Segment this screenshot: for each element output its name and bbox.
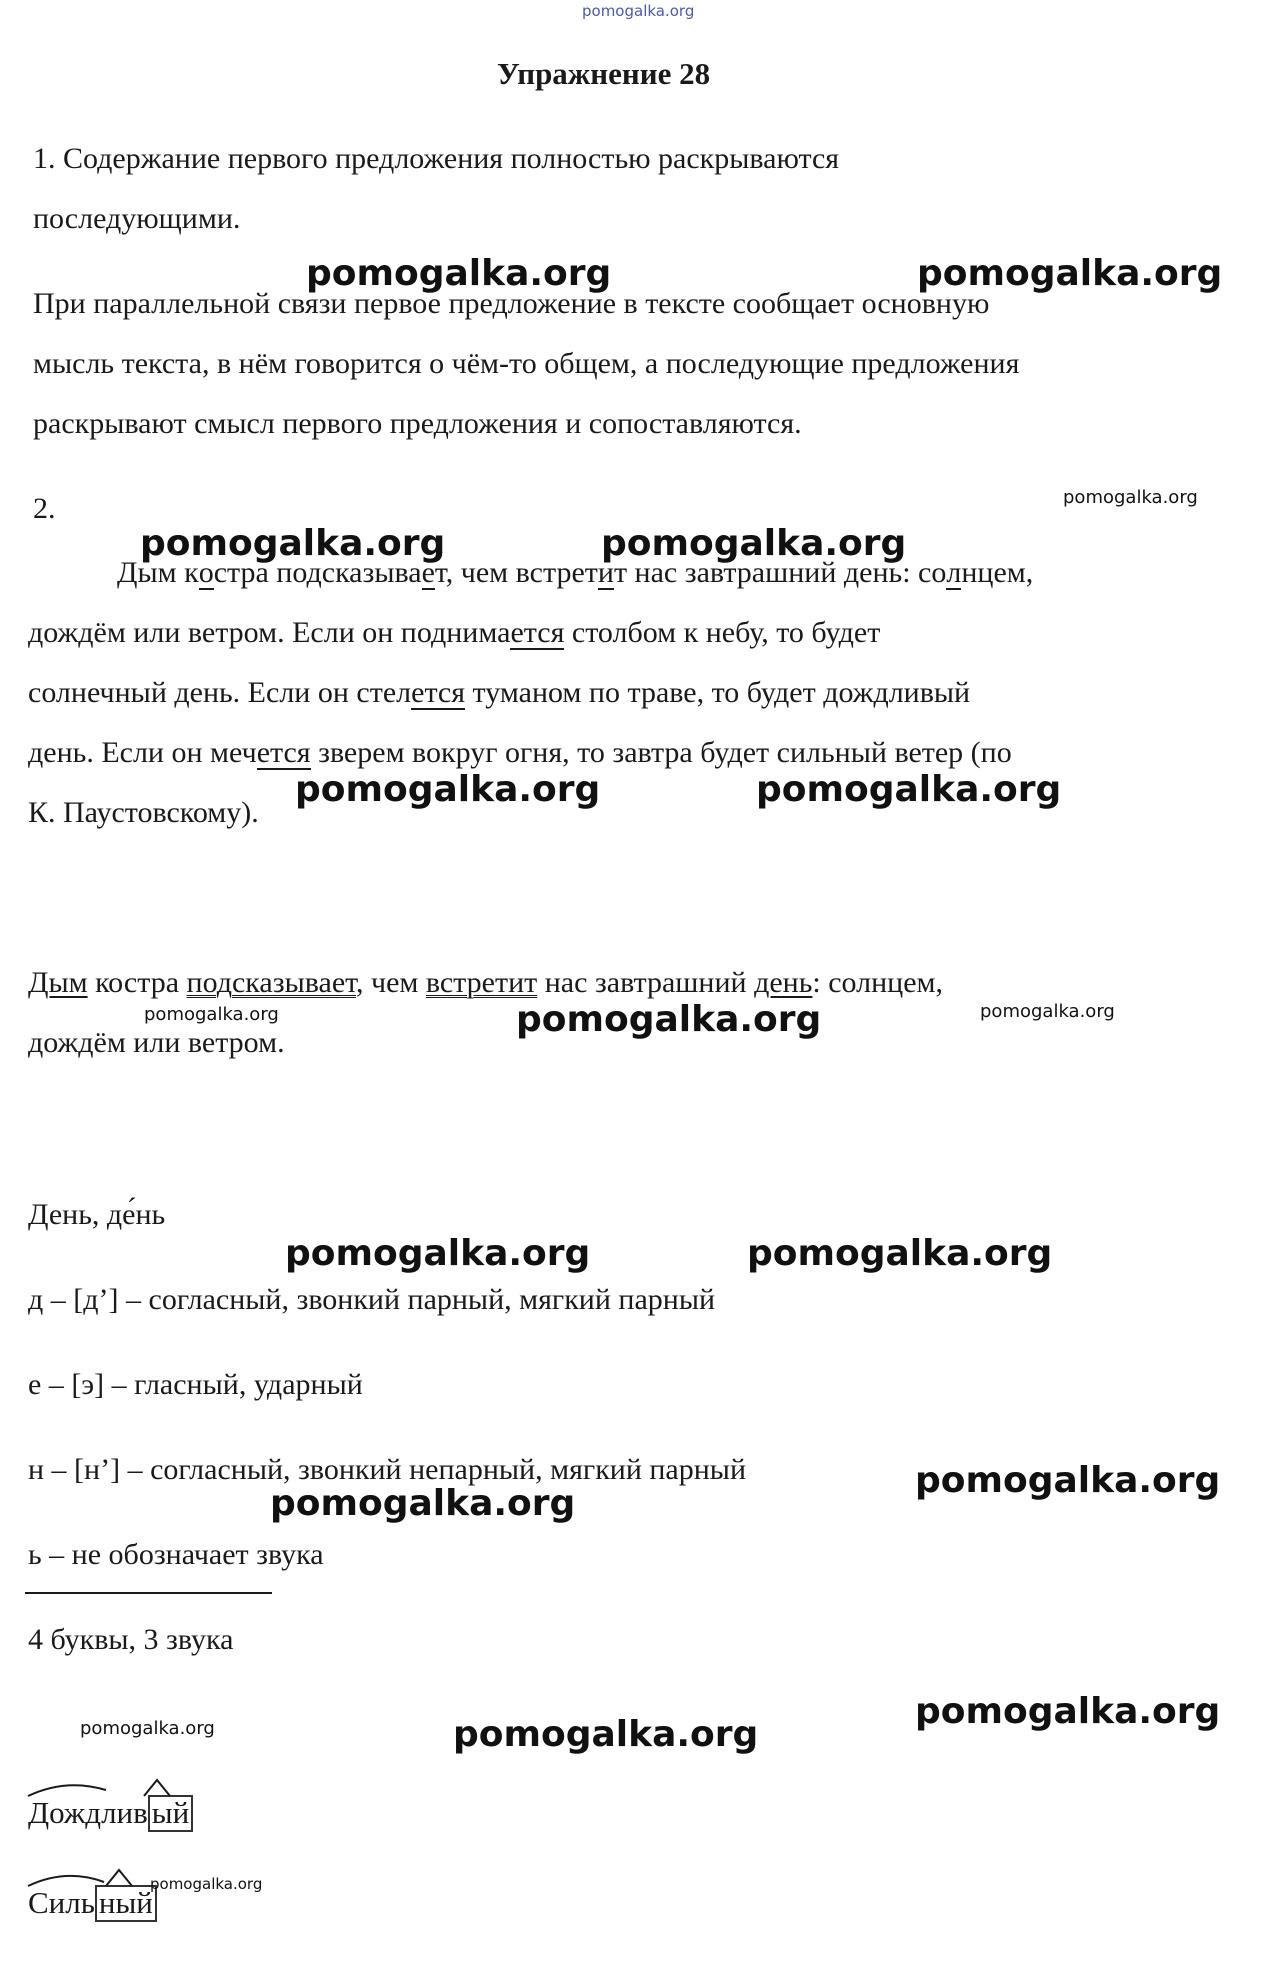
text-line-1 (117, 558, 1033, 590)
text-line-5: К. Паустовскому). (28, 796, 259, 829)
orthogram-mark: и (597, 556, 614, 589)
watermark: pomogalka.org (915, 1460, 1221, 1501)
watermark-small: pomogalka.org (150, 1875, 263, 1893)
text-fragment: т, чем встрет (434, 556, 598, 589)
part1-line1: 1. Содержание первого предложения полностью раскрываются (33, 142, 840, 175)
phonetic-d: д – [д’] – согласный, звонкий парный, мягкий парный (28, 1283, 716, 1316)
morpheme-marks-1 (26, 1772, 206, 1802)
phonetic-count: 4 буквы, 3 звука (28, 1623, 234, 1656)
text-line-3 (28, 678, 970, 710)
orthogram-mark: ется (256, 736, 311, 769)
phonetic-e: е – [э] – гласный, ударный (28, 1368, 363, 1401)
watermark-small: pomogalka.org (980, 1001, 1115, 1022)
watermark: pomogalka.org (915, 1691, 1221, 1732)
text-fragment: столбом к небу, то будет (564, 616, 881, 649)
text-line-4 (28, 738, 1012, 770)
suffix-mark (106, 1870, 132, 1886)
watermark: pomogalka.org (516, 999, 822, 1040)
orthogram-mark: о (198, 556, 214, 589)
watermark: pomogalka.org (756, 769, 1062, 810)
text-fragment: дождём или ветром. Если он поднима (28, 616, 511, 649)
subject-word: день (754, 966, 813, 999)
suffix-mark (144, 1780, 170, 1796)
text-fragment: , чем (355, 966, 426, 999)
root-arc (28, 1785, 106, 1796)
watermark: pomogalka.org (601, 523, 907, 564)
part1-line2: последующими. (33, 202, 241, 235)
phonetic-n: н – [н’] – согласный, звонкий непарный, мягкий парный (28, 1453, 747, 1486)
text-fragment: Дым к (117, 556, 199, 589)
watermark: pomogalka.org (270, 1483, 576, 1524)
text-line-2 (28, 618, 880, 650)
phonetic-word: День, де́нь (28, 1198, 166, 1231)
watermark: pomogalka.org (295, 769, 601, 810)
watermark: pomogalka.org (453, 1714, 759, 1755)
text-fragment: нас завтрашний (537, 966, 755, 999)
analysis-line-2: дождём или ветром. (28, 1026, 285, 1059)
word-ending: ный (95, 1885, 157, 1922)
part1-para-line1: При параллельной связи первое предложение в тексте сообщает основную (33, 287, 990, 320)
text-fragment: т нас завтрашний день: со (613, 556, 947, 589)
orthogram-mark: л (946, 556, 962, 589)
text-fragment: зверем вокруг огня, то завтра будет сильный ветер (по (310, 736, 1012, 769)
text-fragment: туманом по траве, то будет дождливый (465, 676, 971, 709)
phonetic-soft-sign: ь – не обозначает звука (28, 1538, 324, 1571)
text-fragment: нцем, (961, 556, 1034, 589)
predicate-word: встретит (425, 966, 538, 999)
root-arc (28, 1876, 104, 1886)
text-fragment: солнечный день. Если он стел (28, 676, 412, 709)
word-ending: ый (148, 1795, 193, 1832)
part1-para-line3: раскрывают смысл первого предложения и сопоставляются. (33, 407, 802, 440)
divider (25, 1592, 272, 1594)
part1-para-line2: мысль текста, в нём говорится о чём-то общем, а последующие предложения (33, 347, 1020, 380)
orthogram-mark: ется (411, 676, 466, 709)
word-suffix: ив (116, 1795, 148, 1830)
watermark: pomogalka.org (306, 253, 612, 294)
text-fragment: костра (87, 966, 187, 999)
predicate-word: подсказывает (186, 966, 356, 999)
subject-word: Дым (28, 966, 88, 999)
watermark-small: pomogalka.org (1063, 487, 1198, 508)
page-title: Упражнение 28 (497, 56, 711, 91)
watermark-small: pomogalka.org (144, 1004, 279, 1025)
word-root: Силь (28, 1885, 95, 1920)
watermark: pomogalka.org (285, 1233, 591, 1274)
orthogram-mark: ется (510, 616, 565, 649)
text-fragment: день. Если он меч (28, 736, 257, 769)
watermark-small: pomogalka.org (80, 1718, 215, 1739)
part2-number: 2. (33, 492, 56, 525)
text-fragment: стра подсказыва (213, 556, 422, 589)
orthogram-mark: е (421, 556, 435, 589)
text-fragment: : солнцем, (812, 966, 944, 999)
analysis-line-1 (28, 968, 943, 998)
watermark-top: pomogalka.org (582, 2, 695, 20)
watermark: pomogalka.org (140, 523, 446, 564)
watermark: pomogalka.org (747, 1233, 1053, 1274)
morpheme-marks-2 (26, 1862, 156, 1892)
watermark: pomogalka.org (917, 253, 1223, 294)
word-root: Дождл (28, 1795, 117, 1830)
